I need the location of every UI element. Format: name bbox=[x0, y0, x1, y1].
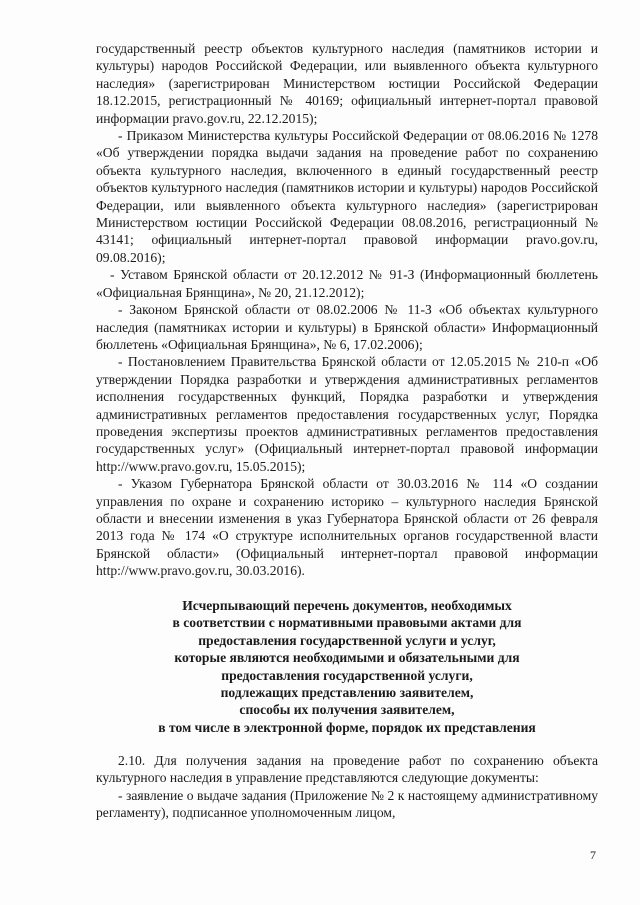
heading-line: способы их получения заявителем, bbox=[239, 702, 455, 718]
heading-line: предоставления государственной услуги, bbox=[221, 667, 473, 683]
heading-line: подлежащих представлению заявителем, bbox=[220, 685, 474, 701]
heading-line: в том числе в электронной форме, порядок их представления bbox=[158, 719, 536, 735]
page-number: 7 bbox=[590, 848, 596, 862]
body-text bbox=[96, 40, 598, 580]
heading-line: в соответствии с нормативными правовыми актами для bbox=[172, 615, 522, 631]
paragraph: - Уставом Брянской области от 20.12.2012 № 91-З (Информационный бюллетень «Официальная Брянщина», № 20, 21.12.2012); bbox=[96, 267, 598, 300]
heading-line: Исчерпывающий перечень документов, необходимых bbox=[182, 598, 512, 613]
paragraph: 2.10. Для получения задания на проведение работ по сохранению объекта культурного наследия в управление представляются следующие документы: bbox=[96, 753, 598, 786]
paragraph: - Постановлением Правительства Брянской области от 12.05.2015 № 210-п «Об утверждении Порядка разработки и утверждения административных регламентов исполнения государственных функций, Порядка разработки и утверждения административных регламентов предоставления государственных услуг, Порядка проведения экспертизы проектов административных регламентов предоставления государственных услуг» (Официальный интернет-портал правовой информации http://www.pravo.gov.ru, 15.05.2015); bbox=[96, 354, 598, 474]
heading-line: предоставления государственной услуги и услуг, bbox=[198, 632, 496, 648]
paragraph: - Указом Губернатора Брянской области от 30.03.2016 № 114 «О создании управления по охране и сохранению историко – культурного наследия Брянской области и внесении изменения в указ Губернатора Брянской области от 26 февраля 2013 года № 174 «О структуре исполнительных органов государственной власти Брянской области» (Официальный интернет-портал правовой информации http://www.pravo.gov.ru, 30.03.2016). bbox=[96, 476, 598, 579]
paragraph: - заявление о выдаче задания (Приложение № 2 к настоящему административному регламенту), подписанное уполномоченным лицом, bbox=[96, 787, 598, 821]
paragraph: государственный реестр объектов культурного наследия (памятников истории и культуры) народов Российской Федерации, или выявленного объекта культурного наследия» (зарегистрирован Министерством юстиции Российской Федерации 18.12.2015, регистрационный № 40169; официальный интернет-портал правовой информации pravo.gov.ru, 22.12.2015); bbox=[96, 41, 598, 126]
paragraph: - Приказом Министерства культуры Российской Федерации от 08.06.2016 № 1278 «Об утверждении порядка выдачи задания на проведение работ по сохранению объекта культурного наследия, включенного в единый государственный реестр объектов культурного наследия (памятников истории и культуры) народов Российской Федерации, или выявленного объекта культурного наследия» (зарегистрирован Министерством юстиции Российской Федерации 08.08.2016, регистрационный № 43141; официальный интернет-портал правовой информации pravo.gov.ru, 09.08.2016); bbox=[96, 128, 598, 265]
section-body bbox=[96, 752, 598, 822]
heading-line: которые являются необходимыми и обязательными для bbox=[174, 650, 520, 666]
section-heading bbox=[96, 597, 598, 736]
paragraph: - Законом Брянской области от 08.02.2006 № 11-З «Об объектах культурного наследия (памятниках истории и культуры) в Брянской области» Информационный бюллетень «Официальная Брянщина», № 6, 17.02.2006); bbox=[96, 302, 598, 352]
